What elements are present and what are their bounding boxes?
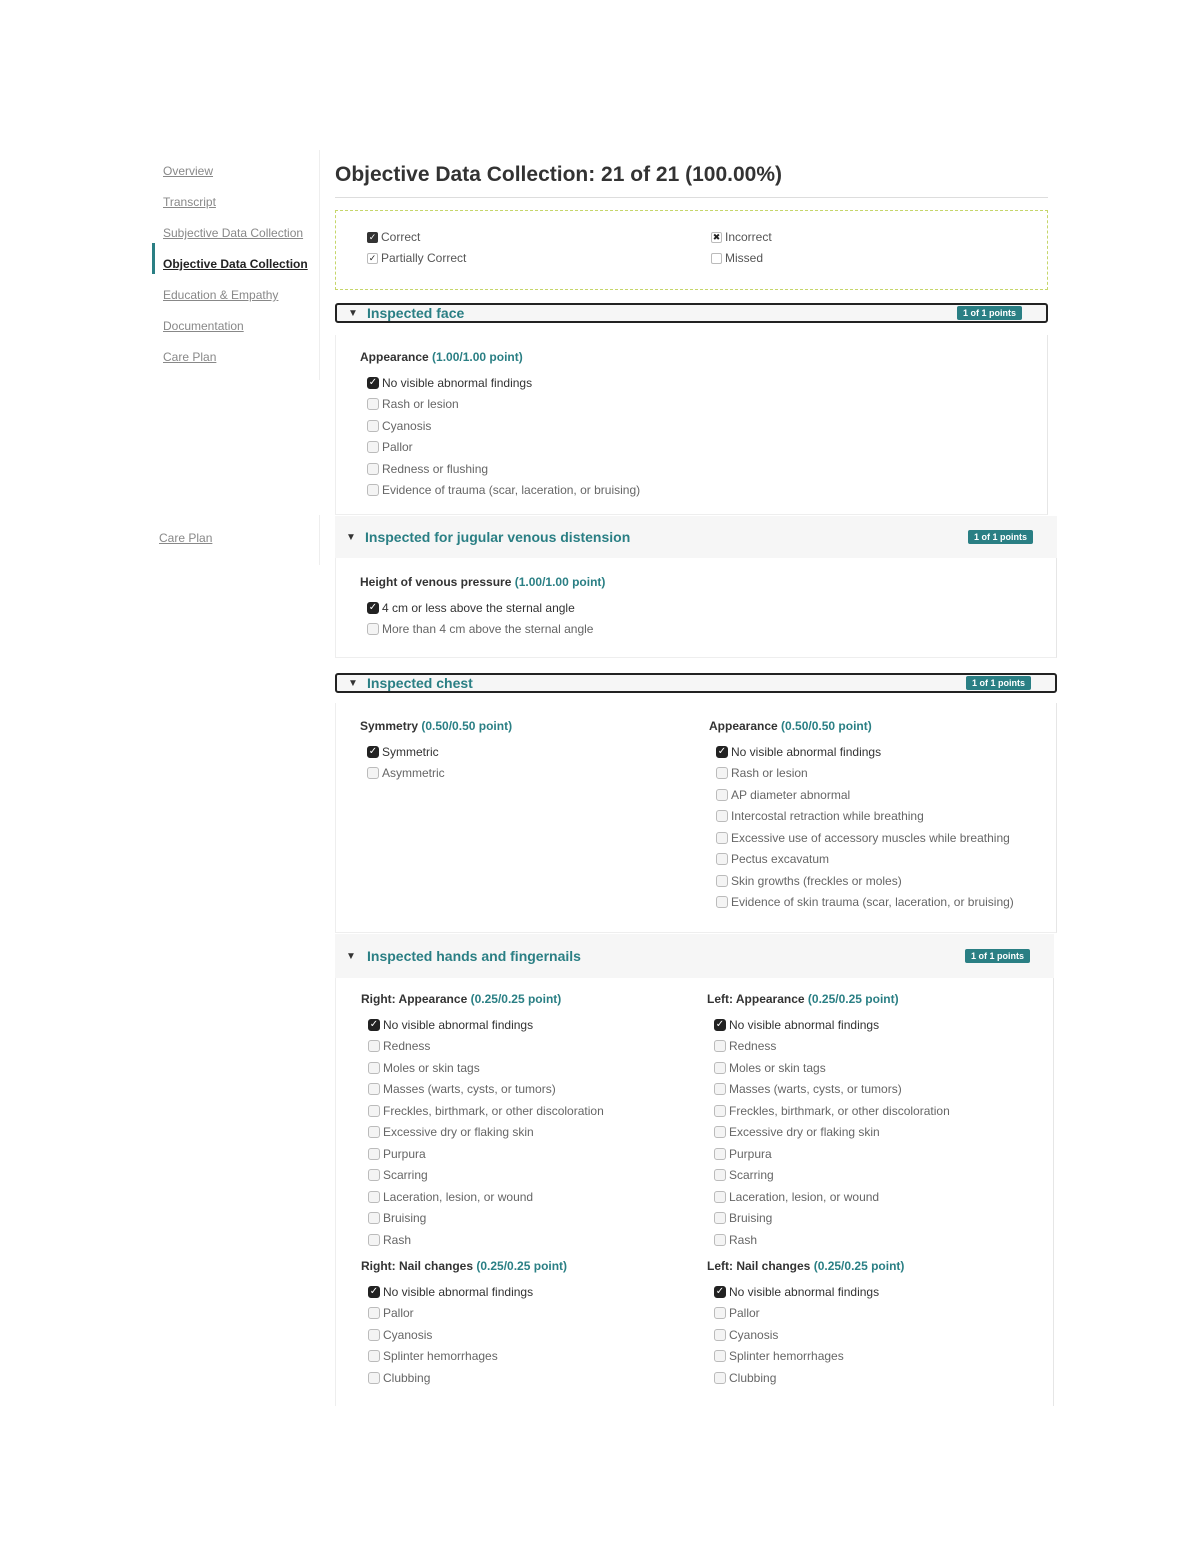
checkbox-icon (368, 1372, 380, 1384)
group-points: (0.50/0.50 point) (781, 719, 872, 733)
option-row (709, 763, 1014, 785)
section-title: Inspected chest (367, 675, 473, 691)
chevron-down-icon: ▼ (346, 531, 356, 543)
group-label-text: Left: Appearance (707, 992, 805, 1006)
legend-incorrect-label: Incorrect (725, 230, 772, 244)
option-label: Excessive use of accessory muscles while breathing (731, 830, 1010, 845)
legend-partially-correct-label: Partially Correct (381, 251, 467, 265)
option-row (707, 1122, 950, 1144)
checkbox-icon (367, 463, 379, 475)
checkbox-icon (716, 810, 728, 822)
group-label (360, 719, 512, 741)
option-label: Splinter hemorrhages (383, 1349, 498, 1364)
group-points: (0.25/0.25 point) (813, 1259, 905, 1273)
option-row (360, 741, 512, 763)
option-label: No visible abnormal findings (382, 375, 533, 390)
finding-group (360, 719, 512, 784)
checkbox-icon (368, 1212, 380, 1224)
checked-checkbox-icon: ✓ (368, 601, 378, 613)
points-badge: 1 of 1 points (957, 306, 1022, 320)
chevron-down-icon: ▼ (348, 307, 358, 319)
group-label (709, 719, 1014, 741)
option-row (707, 1186, 950, 1208)
option-row (360, 458, 640, 480)
option-label: Intercostal retraction while breathing (731, 809, 924, 824)
checkbox-icon (368, 1148, 380, 1160)
checkbox-icon (368, 1191, 380, 1203)
option-row (707, 1057, 950, 1079)
option-label: Splinter hemorrhages (729, 1349, 844, 1364)
legend-incorrect (711, 230, 772, 244)
sidebar-nav-repeat (152, 515, 320, 565)
checkbox-icon (716, 789, 728, 801)
option-label: Freckles, birthmark, or other discoloration (383, 1103, 604, 1118)
checkbox-icon (367, 398, 379, 410)
option-row (707, 1346, 904, 1368)
checkbox-icon (716, 875, 728, 887)
legend-box (335, 210, 1048, 290)
checkbox-icon (368, 1307, 380, 1319)
option-row (707, 1229, 950, 1251)
option-label: Pallor (729, 1306, 760, 1321)
option-label: Cyanosis (729, 1327, 779, 1342)
option-row (361, 1165, 604, 1187)
option-label: No visible abnormal findings (731, 744, 882, 759)
section-title: Inspected for jugular venous distension (365, 529, 631, 545)
group-points: (1.00/1.00 point) (514, 575, 606, 589)
checkbox-icon (368, 1234, 380, 1246)
option-label: Purpura (383, 1146, 426, 1161)
option-row (361, 1014, 604, 1036)
option-row (360, 480, 640, 502)
option-row (707, 1165, 950, 1187)
finding-group (360, 350, 640, 501)
option-label: Skin growths (freckles or moles) (731, 873, 902, 888)
checkbox-icon (714, 1083, 726, 1095)
group-label (707, 1259, 904, 1281)
group-label-text: Height of venous pressure (360, 575, 512, 589)
option-row (361, 1079, 604, 1101)
option-label: Clubbing (383, 1370, 431, 1385)
option-row (361, 1303, 567, 1325)
option-label: 4 cm or less above the sternal angle (382, 600, 575, 615)
option-row (361, 1281, 567, 1303)
group-label (361, 992, 604, 1014)
checkbox-icon (714, 1191, 726, 1203)
group-label-text: Appearance (709, 719, 778, 733)
section-body (335, 703, 1057, 933)
section-header[interactable] (335, 673, 1057, 693)
checkbox-icon (714, 1169, 726, 1181)
option-row (707, 1208, 950, 1230)
group-points: (0.25/0.25 point) (807, 992, 899, 1006)
option-label: Freckles, birthmark, or other discoloration (729, 1103, 950, 1118)
option-label: No visible abnormal findings (383, 1017, 534, 1032)
group-label (361, 1259, 567, 1281)
finding-group (707, 1259, 904, 1389)
option-label: Evidence of trauma (scar, laceration, or bruising) (382, 483, 641, 498)
checkbox-icon (714, 1372, 726, 1384)
option-row (361, 1346, 567, 1368)
option-label: Evidence of skin trauma (scar, laceration, or bruising) (731, 895, 1014, 910)
checkbox-icon (367, 441, 379, 453)
option-row (709, 870, 1014, 892)
checked-checkbox-icon: ✓ (369, 1018, 379, 1030)
x-icon: ✖ (712, 231, 721, 242)
option-row (707, 1014, 950, 1036)
chevron-down-icon: ▼ (348, 677, 358, 689)
chevron-down-icon: ▼ (346, 950, 356, 962)
checkbox-icon (367, 767, 379, 779)
group-label-text: Right: Appearance (361, 992, 468, 1006)
legend-partially-correct (367, 251, 466, 265)
option-label: No visible abnormal findings (383, 1284, 534, 1299)
partial-check-icon: ✓ (368, 252, 377, 263)
group-points: (0.50/0.50 point) (421, 719, 513, 733)
finding-group (360, 575, 605, 640)
points-badge: 1 of 1 points (965, 949, 1030, 963)
legend-correct (367, 230, 420, 244)
group-label-text: Appearance (360, 350, 429, 364)
section-title: Inspected face (367, 305, 465, 321)
points-badge: 1 of 1 points (966, 676, 1031, 690)
option-label: Rash or lesion (731, 766, 808, 781)
sidebar-item-overview[interactable]: Overview (163, 164, 214, 178)
checkbox-icon (367, 420, 379, 432)
checkbox-icon (714, 1062, 726, 1074)
section-body (335, 978, 1054, 1406)
sidebar-item-care-plan[interactable]: Care Plan (163, 350, 217, 364)
option-row (361, 1367, 567, 1389)
group-label (360, 350, 640, 372)
option-row (360, 763, 512, 785)
option-row (361, 1143, 604, 1165)
group-label (360, 575, 605, 597)
checkbox-icon (714, 1148, 726, 1160)
sidebar-item-education[interactable]: Education & Empathy (163, 288, 279, 302)
checked-checkbox-icon: ✓ (369, 1285, 379, 1297)
group-points: (0.25/0.25 point) (476, 1259, 568, 1273)
option-row (360, 415, 640, 437)
option-label: Laceration, lesion, or wound (729, 1189, 880, 1204)
option-row (361, 1208, 604, 1230)
checkbox-icon (368, 1040, 380, 1052)
checkbox-icon (716, 832, 728, 844)
checked-checkbox-icon: ✓ (717, 745, 727, 757)
option-row (709, 849, 1014, 871)
option-row (707, 1143, 950, 1165)
legend-correct-label: Correct (381, 230, 421, 244)
checkbox-icon (368, 1083, 380, 1095)
checkbox-icon (714, 1040, 726, 1052)
group-label (707, 992, 950, 1014)
group-label-text: Left: Nail changes (707, 1259, 811, 1273)
section-header[interactable] (335, 516, 1057, 558)
option-row (707, 1324, 904, 1346)
option-label: Redness or flushing (382, 461, 489, 476)
checkbox-icon (368, 1169, 380, 1181)
option-row (707, 1036, 950, 1058)
option-row (360, 597, 605, 619)
option-label: No visible abnormal findings (729, 1017, 880, 1032)
checked-checkbox-icon: ✓ (368, 376, 378, 388)
checked-checkbox-icon: ✓ (368, 745, 378, 757)
option-row (361, 1057, 604, 1079)
checked-checkbox-icon: ✓ (715, 1285, 725, 1297)
section-body (335, 335, 1048, 515)
section-header[interactable] (335, 934, 1054, 978)
sidebar-item-subjective[interactable]: Subjective Data Collection (163, 226, 304, 240)
legend-missed (711, 251, 763, 265)
option-label: Moles or skin tags (383, 1060, 480, 1075)
group-label-text: Right: Nail changes (361, 1259, 474, 1273)
finding-group (361, 1259, 567, 1389)
checkbox-icon (716, 767, 728, 779)
option-label: More than 4 cm above the sternal angle (382, 622, 594, 637)
section-body (335, 558, 1057, 658)
option-row (707, 1281, 904, 1303)
group-points: (1.00/1.00 point) (432, 350, 523, 364)
checkbox-icon (714, 1105, 726, 1117)
option-label: Pallor (382, 440, 413, 455)
option-label: Clubbing (729, 1370, 777, 1385)
option-label: Rash (729, 1232, 758, 1247)
section-header[interactable] (335, 303, 1048, 323)
group-label-text: Symmetry (360, 719, 419, 733)
checkbox-icon (716, 896, 728, 908)
option-label: Laceration, lesion, or wound (383, 1189, 534, 1204)
checkbox-icon (368, 1350, 380, 1362)
option-row (361, 1122, 604, 1144)
option-label: Moles or skin tags (729, 1060, 826, 1075)
option-row (709, 741, 1014, 763)
checkbox-icon (714, 1329, 726, 1341)
group-points: (0.25/0.25 point) (470, 992, 562, 1006)
option-label: AP diameter abnormal (731, 787, 851, 802)
checkbox-icon (367, 484, 379, 496)
checkbox-icon (714, 1234, 726, 1246)
checkbox-icon (368, 1329, 380, 1341)
checkbox-icon (368, 1105, 380, 1117)
checkbox-icon (716, 853, 728, 865)
option-label: Pectus excavatum (731, 852, 830, 867)
option-row (707, 1100, 950, 1122)
option-label: Redness (383, 1039, 431, 1054)
option-label: Asymmetric (382, 766, 445, 781)
option-label: Masses (warts, cysts, or tumors) (729, 1082, 902, 1097)
option-label: Excessive dry or flaking skin (383, 1125, 534, 1140)
option-label: Purpura (729, 1146, 772, 1161)
option-label: Bruising (729, 1211, 773, 1226)
sidebar-item-objective[interactable]: Objective Data Collection (152, 243, 319, 274)
checkbox-icon (714, 1126, 726, 1138)
finding-group (361, 992, 604, 1251)
option-label: No visible abnormal findings (729, 1284, 880, 1299)
finding-group (709, 719, 1014, 913)
checkbox-icon (368, 1062, 380, 1074)
checkbox-icon (368, 1126, 380, 1138)
option-row (709, 892, 1014, 914)
option-row (360, 619, 605, 641)
checked-checkbox-icon: ✓ (715, 1018, 725, 1030)
sidebar-nav (152, 150, 320, 380)
option-label: Cyanosis (382, 418, 432, 433)
sidebar-item-care-plan-repeat[interactable]: Care Plan (159, 531, 213, 545)
option-label: Scarring (383, 1168, 428, 1183)
page-title: Objective Data Collection: 21 of 21 (100.00%) (335, 163, 782, 186)
sidebar-item-documentation[interactable]: Documentation (163, 319, 244, 333)
sidebar-item-transcript[interactable]: Transcript (163, 195, 216, 209)
checkbox-icon (714, 1307, 726, 1319)
check-icon: ✓ (368, 231, 377, 242)
option-label: Masses (warts, cysts, or tumors) (383, 1082, 556, 1097)
option-label: Rash or lesion (382, 397, 459, 412)
checkbox-icon (714, 1350, 726, 1362)
option-label: Pallor (383, 1306, 414, 1321)
option-row (709, 827, 1014, 849)
option-row (361, 1324, 567, 1346)
option-row (707, 1367, 904, 1389)
title-divider (335, 197, 1048, 198)
option-row (361, 1036, 604, 1058)
section-title: Inspected hands and fingernails (367, 948, 581, 964)
option-row (361, 1186, 604, 1208)
option-label: Cyanosis (383, 1327, 433, 1342)
finding-group (707, 992, 950, 1251)
option-row (360, 394, 640, 416)
option-label: Bruising (383, 1211, 427, 1226)
option-label: Rash (383, 1232, 412, 1247)
option-row (707, 1303, 904, 1325)
option-label: Redness (729, 1039, 777, 1054)
option-row (361, 1100, 604, 1122)
option-row (360, 372, 640, 394)
legend-missed-label: Missed (725, 251, 764, 265)
option-row (709, 784, 1014, 806)
option-row (361, 1229, 604, 1251)
option-row (360, 437, 640, 459)
checkbox-icon (367, 623, 379, 635)
checkbox-icon (714, 1212, 726, 1224)
option-label: Excessive dry or flaking skin (729, 1125, 880, 1140)
empty-box-icon (711, 253, 722, 264)
points-badge: 1 of 1 points (968, 530, 1033, 544)
option-label: Scarring (729, 1168, 774, 1183)
option-row (709, 806, 1014, 828)
option-row (707, 1079, 950, 1101)
option-label: Symmetric (382, 744, 439, 759)
